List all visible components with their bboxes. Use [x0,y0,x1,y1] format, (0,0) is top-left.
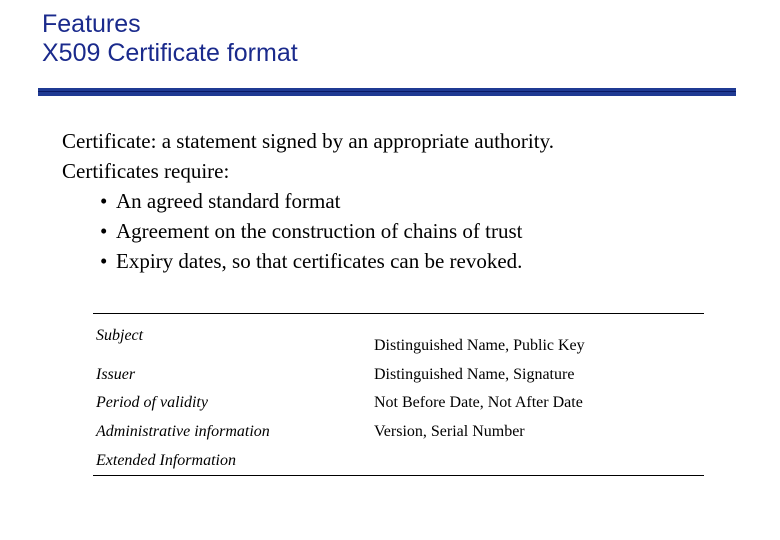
field-label: Extended Information [96,452,236,469]
slide-title-line-2: X509 Certificate format [42,39,298,67]
field-content: Distinguished Name, Signature [374,366,575,383]
bullet-item [62,246,554,276]
bullet-item [62,216,554,246]
title-rule [38,88,736,96]
field-label: Administrative information [96,423,270,440]
bullet-glyph: • [100,219,108,243]
bullet-glyph: • [100,249,108,273]
field-label: Issuer [96,366,136,383]
table-top-rule [93,313,704,314]
slide-title [42,10,298,68]
field-content: Version, Serial Number [374,423,525,440]
field-content: Not Before Date, Not After Date [374,394,583,411]
field-label: Subject [96,327,144,344]
bullet-text: Expiry dates, so that certificates can be revoked. [116,249,523,273]
slide-body [62,126,554,276]
field-content: Distinguished Name, Public Key [374,337,585,354]
body-text-line: Certificate: a statement signed by an appropriate authority. [62,129,554,153]
title-rule-line [38,91,736,92]
body-text-line: Certificates require: [62,159,230,183]
slide-title-line-1: Features [42,10,141,38]
bullet-item [62,186,554,216]
bullet-text: Agreement on the construction of chains of trust [116,219,523,243]
field-label: Period of validity [96,394,208,411]
bullet-text: An agreed standard format [116,189,341,213]
table-bottom-rule [93,475,704,476]
bullet-glyph: • [100,189,108,213]
